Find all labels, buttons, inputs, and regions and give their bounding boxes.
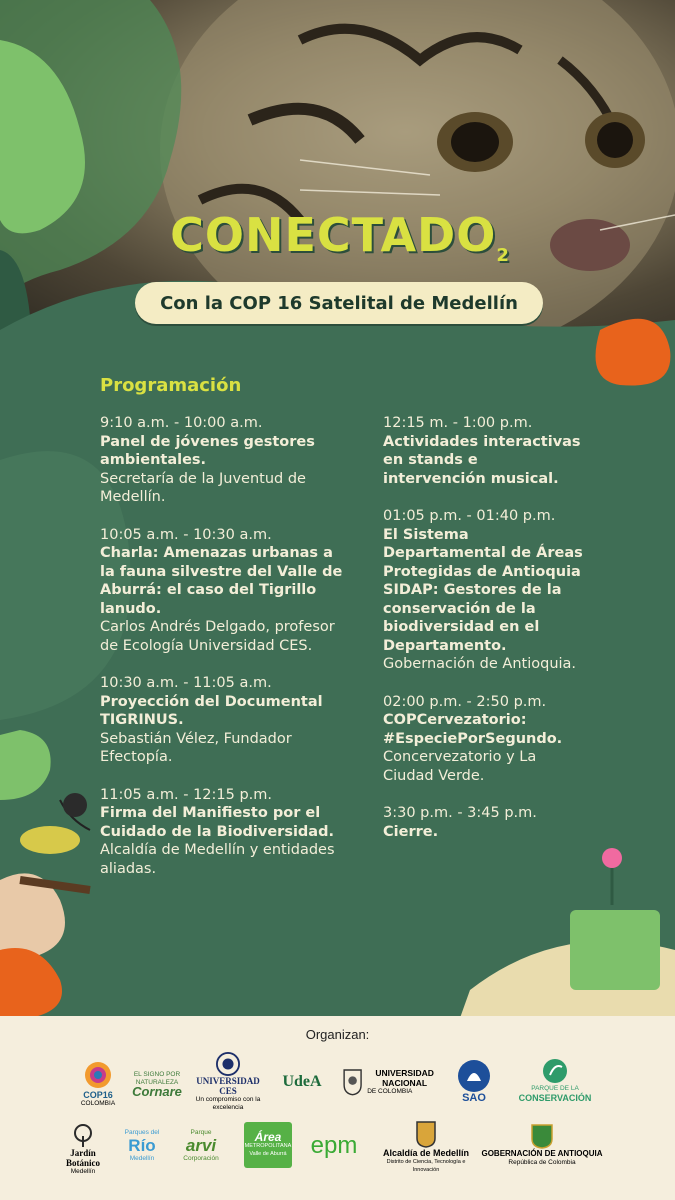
unal-logo-sub: DE COLOMBIA bbox=[367, 1088, 413, 1095]
epm-logo bbox=[302, 1130, 366, 1162]
alcaldia-logo-text: Alcaldía de Medellín bbox=[382, 1148, 470, 1158]
program-item bbox=[383, 693, 583, 786]
cornare-logo-text: Cornare bbox=[132, 1084, 182, 1099]
ces-logo bbox=[188, 1052, 268, 1112]
cop16-logo-text: COP16 bbox=[83, 1090, 113, 1100]
rio-logo-text: Río bbox=[128, 1136, 156, 1155]
gobernacion-shield-icon bbox=[530, 1123, 554, 1149]
cop16-logo-sub: COLOMBIA bbox=[80, 1100, 116, 1107]
item-description: Alcaldía de Medellín y entidades aliadas. bbox=[100, 842, 335, 877]
conservacion-logo-text: CONSERVACIÓN bbox=[518, 1093, 592, 1103]
subtitle-text: Con la COP 16 Satelital de Medellín bbox=[160, 292, 518, 314]
udea-logo-text: UdeA bbox=[282, 1073, 322, 1090]
item-description: Concervezatorio y La Ciudad Verde. bbox=[383, 749, 537, 784]
alcaldia-logo-sub: Distrito de Ciencia, Tecnología e Innovación bbox=[386, 1159, 466, 1173]
rio-logo-sub2: Medellín bbox=[129, 1155, 155, 1162]
cornare-logo bbox=[125, 1058, 189, 1110]
conservacion-leaf-icon bbox=[540, 1057, 570, 1085]
udea-logo bbox=[276, 1068, 328, 1096]
item-title: COPCervezatorio: #EspeciePorSegundo. bbox=[383, 712, 563, 747]
area-logo-sub: METROPOLITANA Valle de Aburrá bbox=[244, 1143, 292, 1157]
item-title: Proyección del Documental TIGRINUS. bbox=[100, 693, 323, 728]
ces-seal-icon bbox=[215, 1052, 241, 1076]
item-title: Charla: Amenazas urbanas a la fauna silvestre del Valle de Aburrá: el caso del Tigrillo lanudo. bbox=[100, 545, 343, 617]
item-time: 12:15 m. - 1:00 p.m. bbox=[383, 415, 533, 431]
item-title: Actividades interactivas en stands e intervención musical. bbox=[383, 433, 581, 487]
item-description: Gobernación de Antioquia. bbox=[383, 656, 577, 672]
sao-logo bbox=[452, 1055, 496, 1107]
unal-logo bbox=[342, 1060, 442, 1104]
item-time: 11:05 a.m. - 12:15 p.m. bbox=[100, 786, 273, 803]
ces-logo-text: UNIVERSIDAD CES bbox=[196, 1076, 260, 1096]
parque-arvi-logo bbox=[172, 1122, 230, 1170]
area-metropolitana-logo bbox=[244, 1122, 292, 1168]
program-item bbox=[100, 674, 345, 767]
epm-logo-text: epm bbox=[310, 1132, 358, 1159]
alcaldia-medellin-logo bbox=[380, 1118, 472, 1176]
arvi-logo-sub: Parque bbox=[190, 1129, 212, 1136]
rio-logo-sub: Parques del bbox=[124, 1129, 160, 1136]
program-item bbox=[383, 414, 583, 488]
arvi-logo-sub2: Corporación bbox=[183, 1155, 219, 1162]
alcaldia-shield-icon bbox=[415, 1120, 437, 1148]
program-item bbox=[100, 526, 345, 656]
program-column-left bbox=[100, 414, 345, 897]
jardin-botanico-logo bbox=[62, 1120, 104, 1180]
jardin-logo-sub: Medellín bbox=[70, 1168, 96, 1175]
item-title: Cierre. bbox=[383, 823, 439, 840]
event-title bbox=[160, 208, 520, 266]
gobernacion-logo-sub: República de Colombia bbox=[508, 1159, 576, 1166]
organizers-label: Organizan: bbox=[305, 1027, 370, 1042]
arvi-logo-text: arvi bbox=[185, 1136, 217, 1155]
parques-rio-logo bbox=[114, 1122, 170, 1170]
sao-logo-text: SAO bbox=[462, 1092, 486, 1104]
item-description: Secretaría de la Juventud de Medellín. bbox=[100, 470, 306, 505]
program-item bbox=[100, 414, 345, 507]
unal-logo-text: UNIVERSIDAD NACIONAL bbox=[375, 1068, 434, 1088]
item-time: 3:30 p.m. - 3:45 p.m. bbox=[383, 805, 537, 821]
program-item bbox=[100, 786, 345, 879]
program-item bbox=[383, 507, 583, 674]
program-column-right bbox=[383, 414, 583, 860]
gobernacion-antioquia-logo bbox=[480, 1120, 604, 1170]
cornare-logo-sub: EL SIGNO POR NATURALEZA bbox=[133, 1071, 181, 1086]
item-title: Firma del Manifiesto por el Cuidado de la Biodiversidad. bbox=[100, 805, 334, 840]
item-title: Panel de jóvenes gestores ambientales. bbox=[100, 433, 315, 468]
title-subscript: 2 bbox=[496, 245, 510, 267]
item-description: Carlos Andrés Delgado, profesor de Ecología Universidad CES. bbox=[100, 619, 335, 654]
cop16-logo bbox=[78, 1055, 118, 1113]
item-time: 10:30 a.m. - 11:05 a.m. bbox=[100, 675, 272, 691]
title-main: CONECTADO bbox=[170, 208, 497, 262]
item-title: El Sistema Departamental de Áreas Protegidas de Antioquia SIDAP: Gestores de la conservación de la biodiversidad en el Departamento. bbox=[383, 526, 583, 654]
item-time: 10:05 a.m. - 10:30 a.m. bbox=[100, 526, 272, 543]
conservacion-logo-sub: PARQUE DE LA bbox=[531, 1085, 579, 1092]
conservacion-logo bbox=[518, 1052, 592, 1108]
cop16-flower-icon bbox=[83, 1060, 113, 1090]
program-item bbox=[383, 804, 583, 841]
sao-bird-icon bbox=[455, 1059, 493, 1093]
item-time: 02:00 p.m. - 2:50 p.m. bbox=[383, 693, 547, 710]
item-time: 01:05 p.m. - 01:40 p.m. bbox=[383, 508, 556, 524]
area-logo-text: Área bbox=[254, 1130, 282, 1144]
subtitle-pill bbox=[135, 282, 543, 324]
item-description: Sebastián Vélez, Fundador Efectopía. bbox=[100, 730, 292, 765]
gobernacion-logo-text: GOBERNACIÓN DE ANTIOQUIA bbox=[481, 1149, 603, 1158]
item-time: 9:10 a.m. - 10:00 a.m. bbox=[100, 415, 263, 431]
program-heading: Programación bbox=[100, 375, 242, 396]
jardin-logo-text: Jardín Botánico bbox=[65, 1148, 100, 1168]
tree-icon bbox=[70, 1124, 96, 1148]
ces-logo-sub: Un compromiso con la excelencia bbox=[195, 1096, 261, 1111]
unal-shield-icon bbox=[342, 1062, 363, 1102]
